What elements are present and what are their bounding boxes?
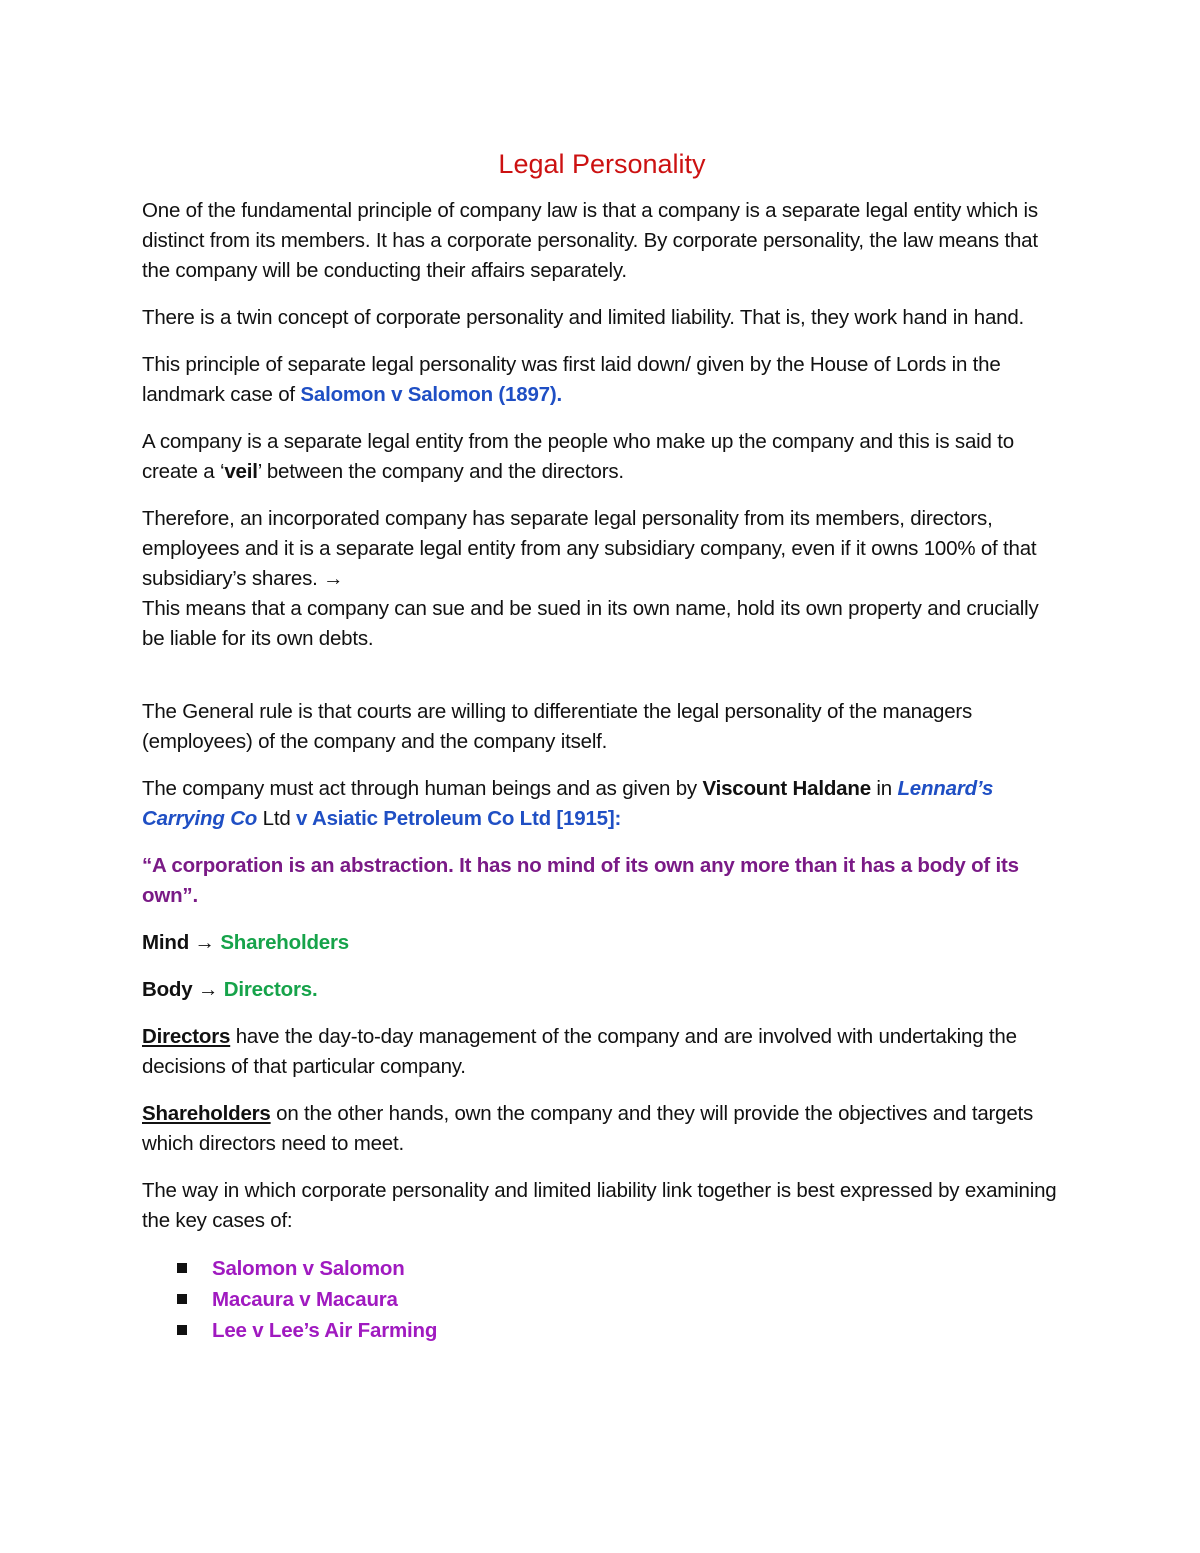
document-body	[142, 146, 1062, 1346]
paragraph-veil-before: A company is a separate legal entity from the people who make up the company and this is said to create a ‘	[142, 430, 1014, 483]
paragraph-principle-text: This principle of separate legal personality was first laid down/ given by the House of Lords in the landmark case of	[142, 353, 1001, 406]
veil-term: veil	[224, 460, 258, 483]
list-item	[174, 1253, 1062, 1284]
paragraph-directors	[142, 1022, 1062, 1082]
paragraph-intro: One of the fundamental principle of company law is that a company is a separate legal entity which is distinct from its members. It has a corporate personality. By corporate personality, the law means that the company will be conducting their affairs separately.	[142, 199, 1038, 282]
key-cases-list	[142, 1253, 1062, 1346]
paragraph-general-rule: The General rule is that courts are willing to differentiate the legal personality of the managers (employees) of the company and the company itself.	[142, 700, 973, 753]
arrow-right-icon: →	[194, 931, 215, 954]
person-name: Viscount Haldane	[702, 777, 871, 800]
case-citation-ltd: Ltd	[257, 807, 291, 830]
quote-haldane: “A corporation is an abstraction. It has no mind of its own any more than it has a body of its own”.	[142, 854, 1019, 907]
list-item	[174, 1315, 1062, 1346]
mind-value: Shareholders	[214, 931, 349, 954]
paragraph-incorporated	[142, 504, 1062, 654]
paragraph-human-beings-text: The company must act through human beings and as given by	[142, 777, 703, 800]
body-label: Body	[142, 978, 198, 1001]
paragraph-sue-text: This means that a company can sue and be sued in its own name, hold its own property and crucially be liable for its own debts.	[142, 597, 1039, 650]
paragraph-twin-concept: There is a twin concept of corporate personality and limited liability. That is, they work hand in hand.	[142, 306, 1025, 329]
paragraph-incorporated-text: Therefore, an incorporated company has separate legal personality from its members, directors, employees and it is a separate legal entity from any subsidiary company, even if it owns 100% of that subsidiary’s shares.	[142, 507, 1037, 590]
connector-in: in	[870, 777, 898, 800]
paragraph-veil-after: ’ between the company and the directors.	[257, 460, 624, 483]
body-line	[142, 975, 1062, 1005]
square-bullet-icon	[177, 1325, 187, 1335]
paragraph-veil	[142, 427, 1062, 487]
shareholders-text: on the other hands, own the company and they will provide the objectives and targets which directors need to meet.	[142, 1102, 1034, 1155]
case-citation-lennards-rest: v Asiatic Petroleum Co Ltd [1915]:	[290, 807, 622, 830]
case-name: Macaura v Macaura	[212, 1288, 398, 1311]
square-bullet-icon	[177, 1263, 187, 1273]
shareholders-term: Shareholders	[142, 1102, 271, 1125]
square-bullet-icon	[177, 1294, 187, 1304]
paragraph-human-beings	[142, 774, 1062, 834]
case-citation-lennards-italic: Lennard’s Carrying Co	[142, 777, 994, 830]
list-item	[174, 1284, 1062, 1315]
paragraph-shareholders	[142, 1099, 1062, 1159]
arrow-right-icon: →	[323, 567, 344, 590]
paragraph-principle	[142, 350, 1062, 410]
case-citation-salomon: Salomon v Salomon (1897).	[300, 383, 562, 406]
body-value: Directors.	[218, 978, 318, 1001]
case-name: Lee v Lee’s Air Farming	[212, 1319, 438, 1342]
mind-label: Mind	[142, 931, 195, 954]
paragraph-key-cases: The way in which corporate personality and limited liability link together is best expressed by examining the key cases of:	[142, 1179, 1057, 1232]
directors-term: Directors	[142, 1025, 231, 1048]
spacer	[142, 654, 1062, 697]
mind-line	[142, 928, 1062, 958]
page-title: Legal Personality	[498, 149, 706, 179]
directors-text: have the day-to-day management of the company and are involved with undertaking the decisions of that particular company.	[142, 1025, 1017, 1078]
case-name: Salomon v Salomon	[212, 1257, 405, 1280]
arrow-right-icon: →	[197, 978, 219, 1001]
